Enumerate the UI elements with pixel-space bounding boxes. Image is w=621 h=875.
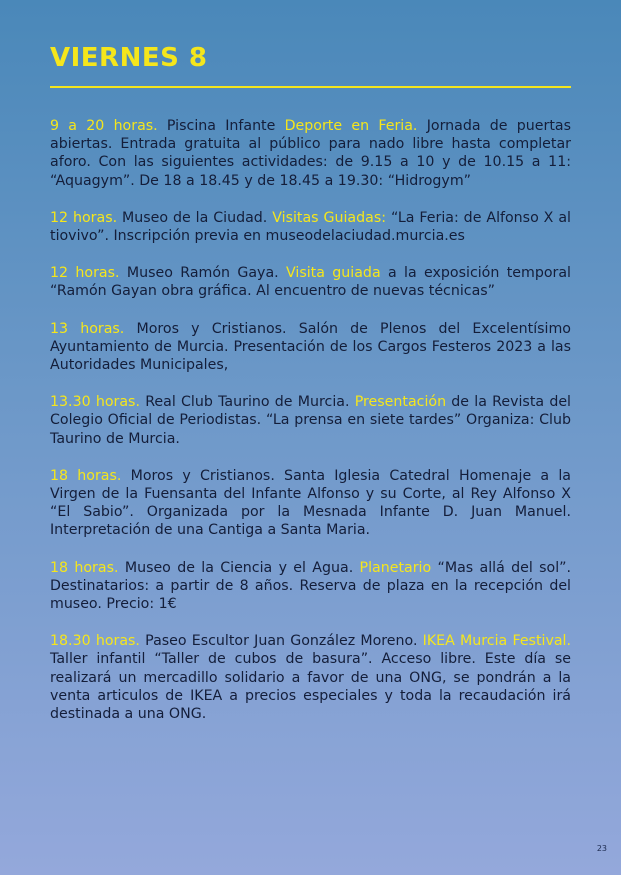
- event-description: de la Revista del Colegio Oficial de Periodistas. “La prensa en siete tardes” Organiza: Club Taurino de Murcia.: [50, 394, 571, 447]
- event-time: 18.30 horas.: [50, 633, 140, 650]
- event-time: 18 horas.: [50, 467, 122, 484]
- title-divider: [50, 86, 571, 88]
- event-time: 12 horas.: [50, 209, 118, 226]
- event-highlight: Presentación: [354, 394, 447, 411]
- event-description: Taller infantil “Taller de cubos de basura”. Acceso libre. Este día se realizará un mercadillo solidario a favor de una ONG, se pondrán a la venta articulos de IKEA a precios especiales y toda la recaudación irá destinada a una ONG.: [50, 651, 571, 723]
- event-time: 12 horas.: [50, 265, 120, 282]
- event-item: [50, 320, 571, 375]
- event-description: Jornada de puertas abiertas. Entrada gratuita al público para nado libre hasta completar aforo. Con las siguientes actividades: de 9.15 a 10 y de 10.15 a 11: “Aquagym”. De 18 a 18.45 y de 18.45 a 19.30: “Hidrogym”: [50, 118, 572, 189]
- event-item: [50, 467, 571, 540]
- event-item: [50, 559, 571, 614]
- event-list: [50, 117, 571, 742]
- event-description: “Mas allá del sol”. Destinatarios: a partir de 8 años. Reserva de plaza en la recepción del museo. Precio: 1€: [50, 559, 571, 613]
- page-title: VIERNES 8: [50, 43, 208, 73]
- event-time: 18 horas.: [50, 559, 119, 576]
- event-venue: Paseo Escultor Juan González Moreno.: [139, 633, 423, 650]
- event-item: [50, 393, 571, 448]
- event-highlight: Planetario: [359, 559, 432, 576]
- event-item: [50, 209, 571, 245]
- event-venue: Museo de la Ciencia y el Agua.: [118, 559, 360, 576]
- event-time: 13 horas.: [50, 320, 125, 337]
- event-venue: Piscina Infante: [157, 118, 285, 134]
- event-highlight: Deporte en Feria.: [284, 118, 418, 134]
- event-time: 9 a 20 horas.: [50, 118, 158, 134]
- event-item: [50, 632, 571, 723]
- event-venue: Real Club Taurino de Murcia.: [139, 394, 355, 411]
- event-venue: Museo de la Ciudad.: [117, 209, 273, 226]
- event-description: a la exposición temporal “Ramón Gayan obra gráfica. Al encuentro de nuevas técnicas”: [50, 265, 571, 300]
- page-number: 23: [596, 844, 607, 853]
- event-description: “La Feria: de Alfonso X al tiovivo”. Inscripción previa en museodelaciudad.murcia.es: [50, 209, 571, 245]
- event-highlight: Visita guiada: [286, 265, 381, 282]
- event-item: [50, 264, 571, 300]
- event-time: 13.30 horas.: [50, 394, 140, 411]
- event-highlight: IKEA Murcia Festival.: [422, 633, 571, 650]
- event-description: Moros y Cristianos. Santa Iglesia Catedral Homenaje a la Virgen de la Fuensanta del Infante Alfonso y su Corte, al Rey Alfonso X “El Sabio”. Organizada por la Mesnada Infante D. Juan Manuel. Interpretación de una Cantiga a Santa Maria.: [50, 467, 571, 539]
- event-description: Moros y Cristianos. Salón de Plenos del Excelentísimo Ayuntamiento de Murcia. Presentación de los Cargos Festeros 2023 a las Autoridades Municipales,: [50, 320, 571, 374]
- event-highlight: Visitas Guiadas:: [272, 209, 386, 226]
- event-item: [50, 117, 571, 190]
- event-venue: Museo Ramón Gaya.: [119, 265, 287, 282]
